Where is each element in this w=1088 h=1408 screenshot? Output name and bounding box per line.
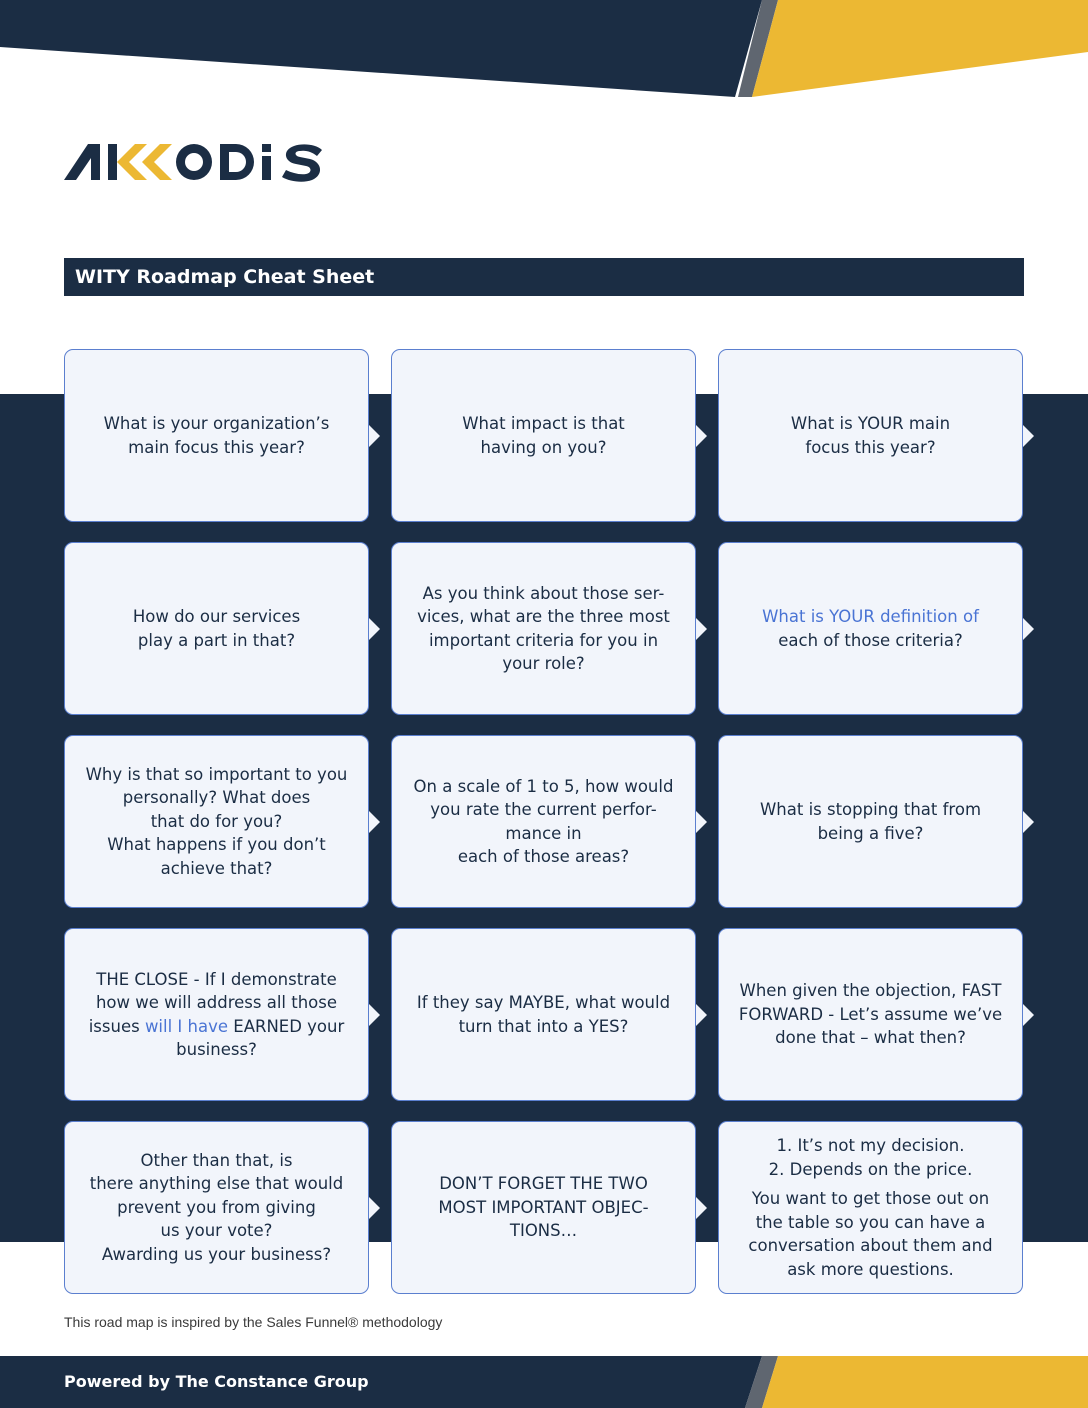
- roadmap-card-7: Why is that so important to you personally? What does that do for you? What happens if you don’t achieve that?: [64, 735, 369, 908]
- roadmap-card-8: On a scale of 1 to 5, how would you rate the current perfor- mance in each of those areas?: [391, 735, 696, 908]
- roadmap-card-6: What is YOUR definition of each of those criteria?: [718, 542, 1023, 715]
- akkodis-logo: [64, 140, 326, 184]
- flow-arrow-icon: [696, 425, 707, 447]
- roadmap-card-3: What is YOUR main focus this year?: [718, 349, 1023, 522]
- flow-arrow-icon: [369, 1197, 380, 1219]
- flow-arrow-icon: [696, 618, 707, 640]
- roadmap-card-13: Other than that, is there anything else that would prevent you from giving us your vote? Awarding us your business?: [64, 1121, 369, 1294]
- page-title: WITY Roadmap Cheat Sheet: [64, 258, 1024, 296]
- footnote: This road map is inspired by the Sales Funnel® methodology: [64, 1314, 443, 1330]
- roadmap-card-9: What is stopping that from being a five?: [718, 735, 1023, 908]
- flow-arrow-icon: [1023, 811, 1034, 833]
- flow-arrow-icon: [1023, 1004, 1034, 1026]
- flow-arrow-icon: [369, 1004, 380, 1026]
- roadmap-card-10: THE CLOSE - If I demonstrate how we will address all those issues will I have EARNED your business?: [64, 928, 369, 1101]
- roadmap-card-15: 1. It’s not my decision. 2. Depends on the price. You want to get those out on the table so you can have a conversation about them and ask more questions.: [718, 1121, 1023, 1294]
- flow-arrow-icon: [696, 1197, 707, 1219]
- footer-powered-by: Powered by The Constance Group: [64, 1372, 369, 1391]
- roadmap-card-11: If they say MAYBE, what would turn that into a YES?: [391, 928, 696, 1101]
- flow-arrow-icon: [696, 811, 707, 833]
- flow-arrow-icon: [1023, 618, 1034, 640]
- roadmap-card-1: What is your organization’s main focus this year?: [64, 349, 369, 522]
- flow-arrow-icon: [696, 1004, 707, 1026]
- header-decoration: [0, 0, 1088, 100]
- roadmap-card-2: What impact is that having on you?: [391, 349, 696, 522]
- flow-arrow-icon: [369, 811, 380, 833]
- flow-arrow-icon: [369, 425, 380, 447]
- roadmap-card-5: As you think about those ser- vices, what are the three most important criteria for you in your role?: [391, 542, 696, 715]
- roadmap-card-4: How do our services play a part in that?: [64, 542, 369, 715]
- roadmap-card-12: When given the objection, FAST FORWARD - Let’s assume we’ve done that – what then?: [718, 928, 1023, 1101]
- flow-arrow-icon: [369, 618, 380, 640]
- flow-arrow-icon: [1023, 425, 1034, 447]
- roadmap-card-14: DON’T FORGET THE TWO MOST IMPORTANT OBJEC- TIONS…: [391, 1121, 696, 1294]
